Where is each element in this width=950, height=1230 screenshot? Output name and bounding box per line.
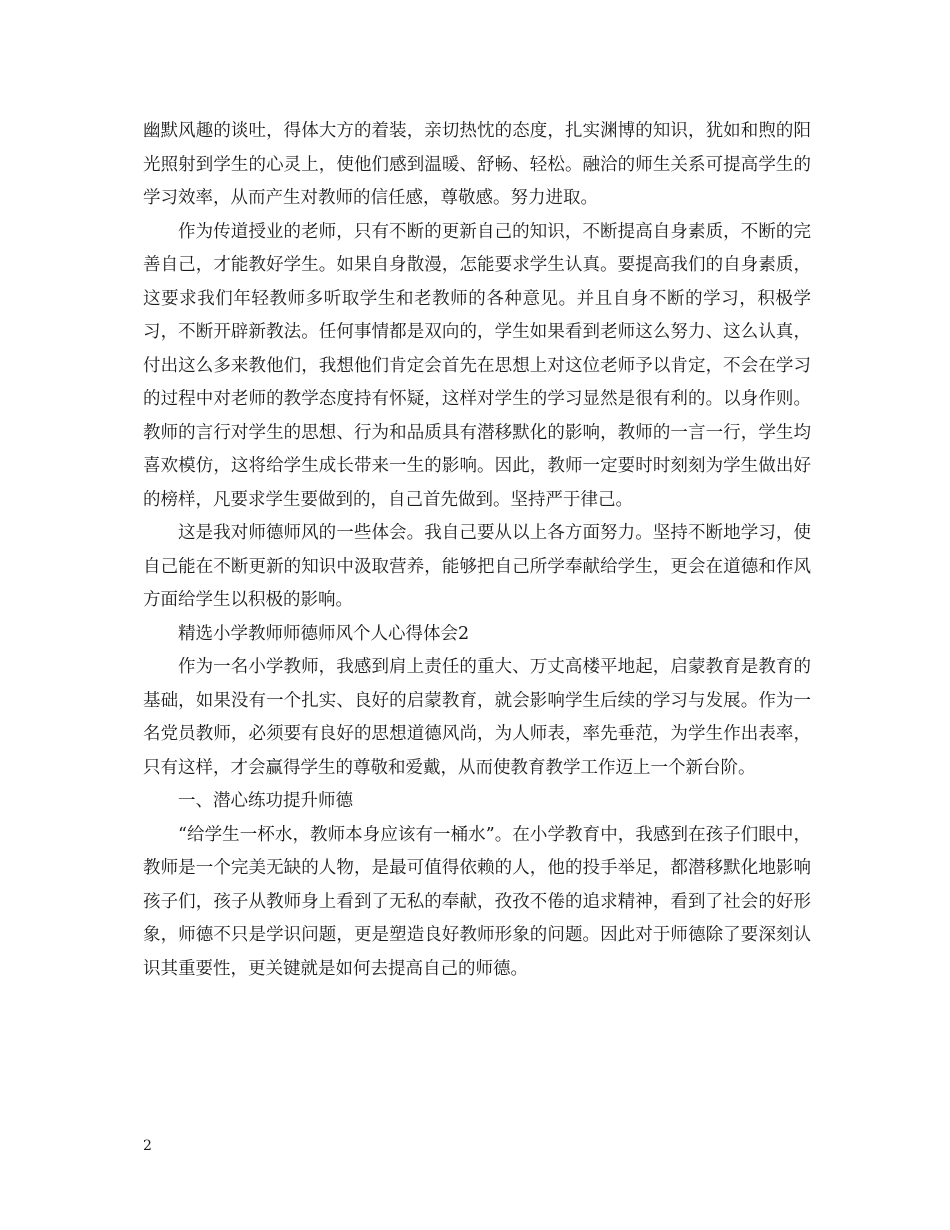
paragraph: 作为一名小学教师，我感到肩上责任的重大、万丈高楼平地起，启蒙教育是教育的基础，如果没有一个扎实、良好的启蒙教育，就会影响学生后续的学习与发展。作为一名党员教师，必须要有良好的思想道德风尚，为人师表，率先垂范，为学生作出表率，只有这样，才会赢得学生的尊敬和爱戴，从而使教育教学工作迈上一个新台阶。 xyxy=(143,657,811,778)
page-number: 2 xyxy=(143,1138,152,1154)
subsection-heading: 一、潜心练功提升师德 xyxy=(178,791,353,811)
paragraph: “给学生一杯水，教师本身应该有一桶水”。在小学教育中，我感到在孩子们眼中，教师是一个完美无缺的人物，是最可值得依赖的人，他的投手举足，都潜移默化地影响孩子们，孩子从教师身上看到了无私的奉献，孜孜不倦的追求精神，看到了社会的好形象，师德不只是学识问题，更是塑造良好教师形象的问题。因此对于师德除了要深刻认识其重要性，更关键就是如何去提高自己的师德。 xyxy=(143,824,811,979)
body-text xyxy=(143,115,811,986)
paragraph: 这是我对师德师风的一些体会。我自己要从以上各方面努力。坚持不断地学习，使自己能在不断更新的知识中汲取营养，能够把自己所学奉献给学生，更会在道德和作风方面给学生以积极的影响。 xyxy=(143,523,811,610)
paragraph-continuation: 幽默风趣的谈吐，得体大方的着装，亲切热忱的态度，扎实渊博的知识，犹如和煦的阳光照射到学生的心灵上，使他们感到温暖、舒畅、轻松。融洽的师生关系可提高学生的学习效率，从而产生对教师的信任感，尊敬感。努力进取。 xyxy=(143,121,811,208)
section-heading: 精选小学教师师德师风个人心得体会2 xyxy=(178,623,470,644)
paragraph: 作为传道授业的老师，只有不断的更新自己的知识，不断提高自身素质，不断的完善自己，才能教好学生。如果自身散漫，怎能要求学生认真。要提高我们的自身素质，这要求我们年轻教师多听取学生和老教师的各种意见。并且自身不断的学习，积极学习，不断开辟新教法。任何事情都是双向的，学生如果看到老师这么努力、这么认真，付出这么多来教他们，我想他们肯定会首先在思想上对这位老师予以肯定，不会在学习的过程中对老师的教学态度持有怀疑，这样对学生的学习显然是很有利的。以身作则。教师的言行对学生的思想、行为和品质具有潜移默化的影响，教师的一言一行，学生均喜欢模仿，这将给学生成长带来一生的影响。因此，教师一定要时时刻刻为学生做出好的榜样，凡要求学生要做到的，自己首先做到。坚持严于律己。 xyxy=(143,221,811,510)
